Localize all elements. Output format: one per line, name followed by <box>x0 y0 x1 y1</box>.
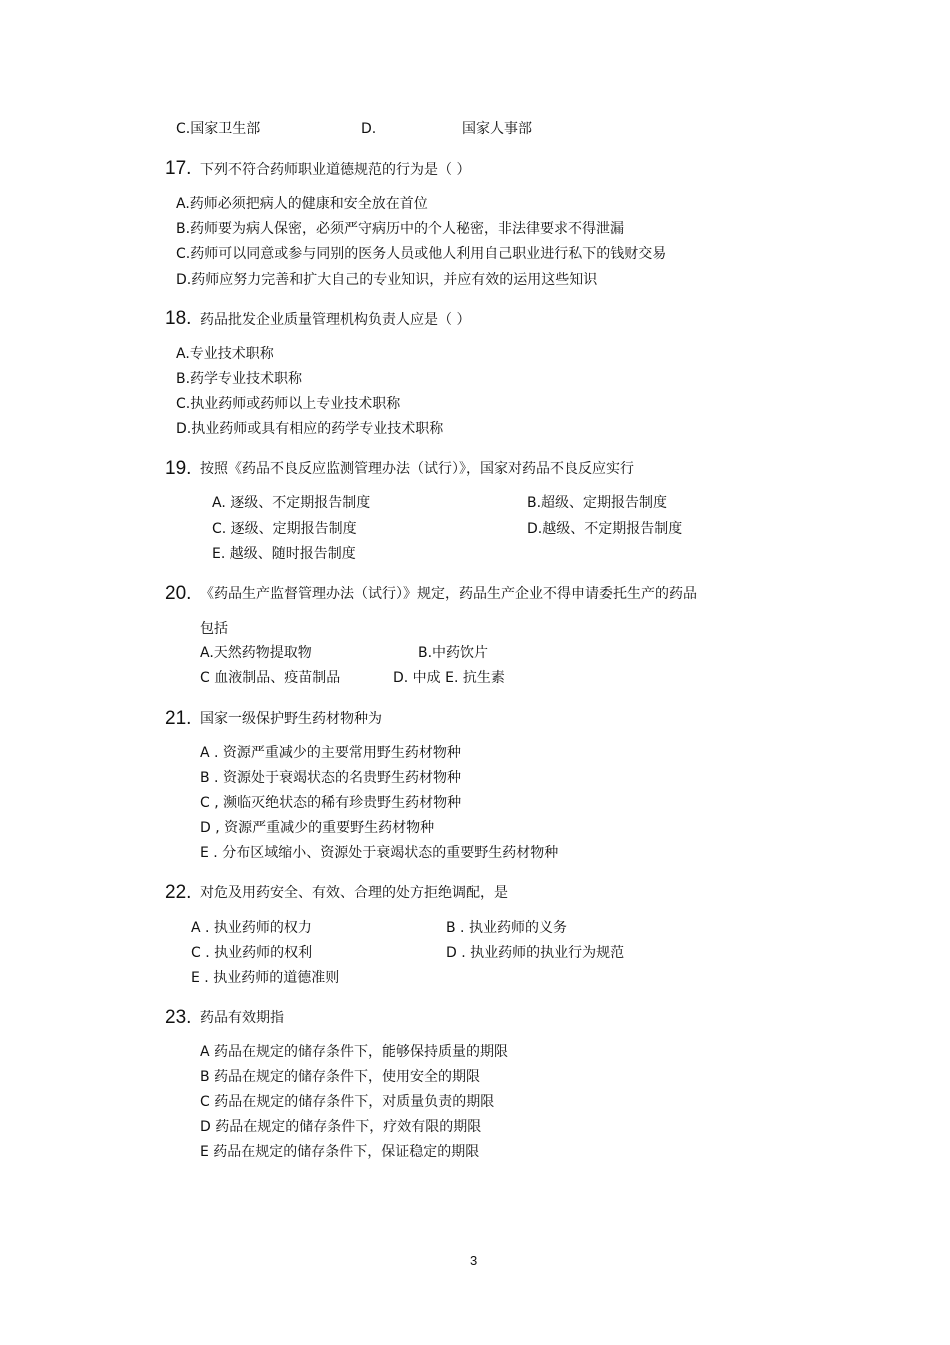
question-21-number: 21. <box>165 708 192 729</box>
question-20-option-d-e: D. 中成 E. 抗生素 <box>393 670 505 686</box>
question-22-text: 对危及用药安全、有效、合理的处方拒绝调配，是 <box>200 885 508 901</box>
question-19-option-a: A. 逐级、不定期报告制度 <box>212 495 371 511</box>
question-17-option-a: A.药师必须把病人的健康和安全放在首位 <box>176 196 428 212</box>
question-23-option-a: A 药品在规定的储存条件下，能够保持质量的期限 <box>200 1044 509 1060</box>
question-19-option-b: B.超级、定期报告制度 <box>527 495 668 511</box>
question-22-option-b: B . 执业药师的义务 <box>446 920 567 936</box>
option-d-prev-text: 国家人事部 <box>462 121 532 137</box>
question-21-text: 国家一级保护野生药材物种为 <box>200 711 382 727</box>
question-20-text: 《药品生产监督管理办法（试行）》规定，药品生产企业不得申请委托生产的药品 <box>200 586 697 602</box>
question-17-number: 17. <box>165 158 192 179</box>
question-18-option-c: C.执业药师或药师以上专业技术职称 <box>176 396 401 412</box>
question-21-option-d: D , 资源严重减少的重要野生药材物种 <box>200 820 435 836</box>
question-20-option-b: B.中药饮片 <box>418 645 489 661</box>
question-22-option-d: D . 执业药师的执业行为规范 <box>446 945 625 961</box>
question-23-number: 23. <box>165 1007 192 1028</box>
question-20-number: 20. <box>165 583 192 604</box>
question-17-option-d: D.药师应努力完善和扩大自己的专业知识，并应有效的运用这些知识 <box>176 272 598 288</box>
question-22-option-e: E . 执业药师的道德准则 <box>191 970 340 986</box>
question-21-option-b: B . 资源处于衰竭状态的名贵野生药材物种 <box>200 770 461 786</box>
question-17-option-c: C.药师可以同意或参与同别的医务人员或他人利用自己职业进行私下的钱财交易 <box>176 246 667 262</box>
question-21-option-c: C , 濒临灭绝状态的稀有珍贵野生药材物种 <box>200 795 462 811</box>
question-19-text: 按照《药品不良反应监测管理办法（试行）》，国家对药品不良反应实行 <box>200 461 634 477</box>
question-18-number: 18. <box>165 308 192 329</box>
question-23-option-e: E 药品在规定的储存条件下，保证稳定的期限 <box>200 1144 480 1160</box>
question-19-number: 19. <box>165 458 192 479</box>
question-21-option-e: E . 分布区域缩小、资源处于衰竭状态的重要野生药材物种 <box>200 845 559 861</box>
question-17-text: 下列不符合药师职业道德规范的行为是（ ） <box>200 162 471 178</box>
question-22-option-a: A . 执业药师的权力 <box>191 920 312 936</box>
question-22-option-c: C . 执业药师的权利 <box>191 945 313 961</box>
question-17-option-b: B.药师要为病人保密，必须严守病历中的个人秘密，非法律要求不得泄漏 <box>176 221 625 237</box>
question-18-text: 药品批发企业质量管理机构负责人应是（ ） <box>200 312 471 328</box>
question-18-option-a: A.专业技术职称 <box>176 346 274 362</box>
question-19-option-e: E. 越级、随时报告制度 <box>212 546 356 562</box>
question-20-option-c: C 血液制品、疫苗制品 <box>200 670 341 686</box>
question-23-option-b: B 药品在规定的储存条件下，使用安全的期限 <box>200 1069 481 1085</box>
question-20-text-continued: 包括 <box>200 621 228 637</box>
option-d-prev-label: D. <box>361 121 377 137</box>
page-number: 3 <box>470 1253 478 1268</box>
question-23-option-d: D 药品在规定的储存条件下，疗效有限的期限 <box>200 1119 482 1135</box>
question-21-option-a: A . 资源严重减少的主要常用野生药材物种 <box>200 745 461 761</box>
question-22-number: 22. <box>165 882 192 903</box>
question-19-option-d: D.越级、不定期报告制度 <box>527 521 683 537</box>
question-23-text: 药品有效期指 <box>200 1010 284 1026</box>
question-18-option-d: D.执业药师或具有相应的药学专业技术职称 <box>176 421 444 437</box>
question-23-option-c: C 药品在规定的储存条件下，对质量负责的期限 <box>200 1094 495 1110</box>
option-c-prev: C.国家卫生部 <box>176 121 261 137</box>
question-20-option-a: A.天然药物提取物 <box>200 645 312 661</box>
question-19-option-c: C. 逐级、定期报告制度 <box>212 521 357 537</box>
question-18-option-b: B.药学专业技术职称 <box>176 371 303 387</box>
